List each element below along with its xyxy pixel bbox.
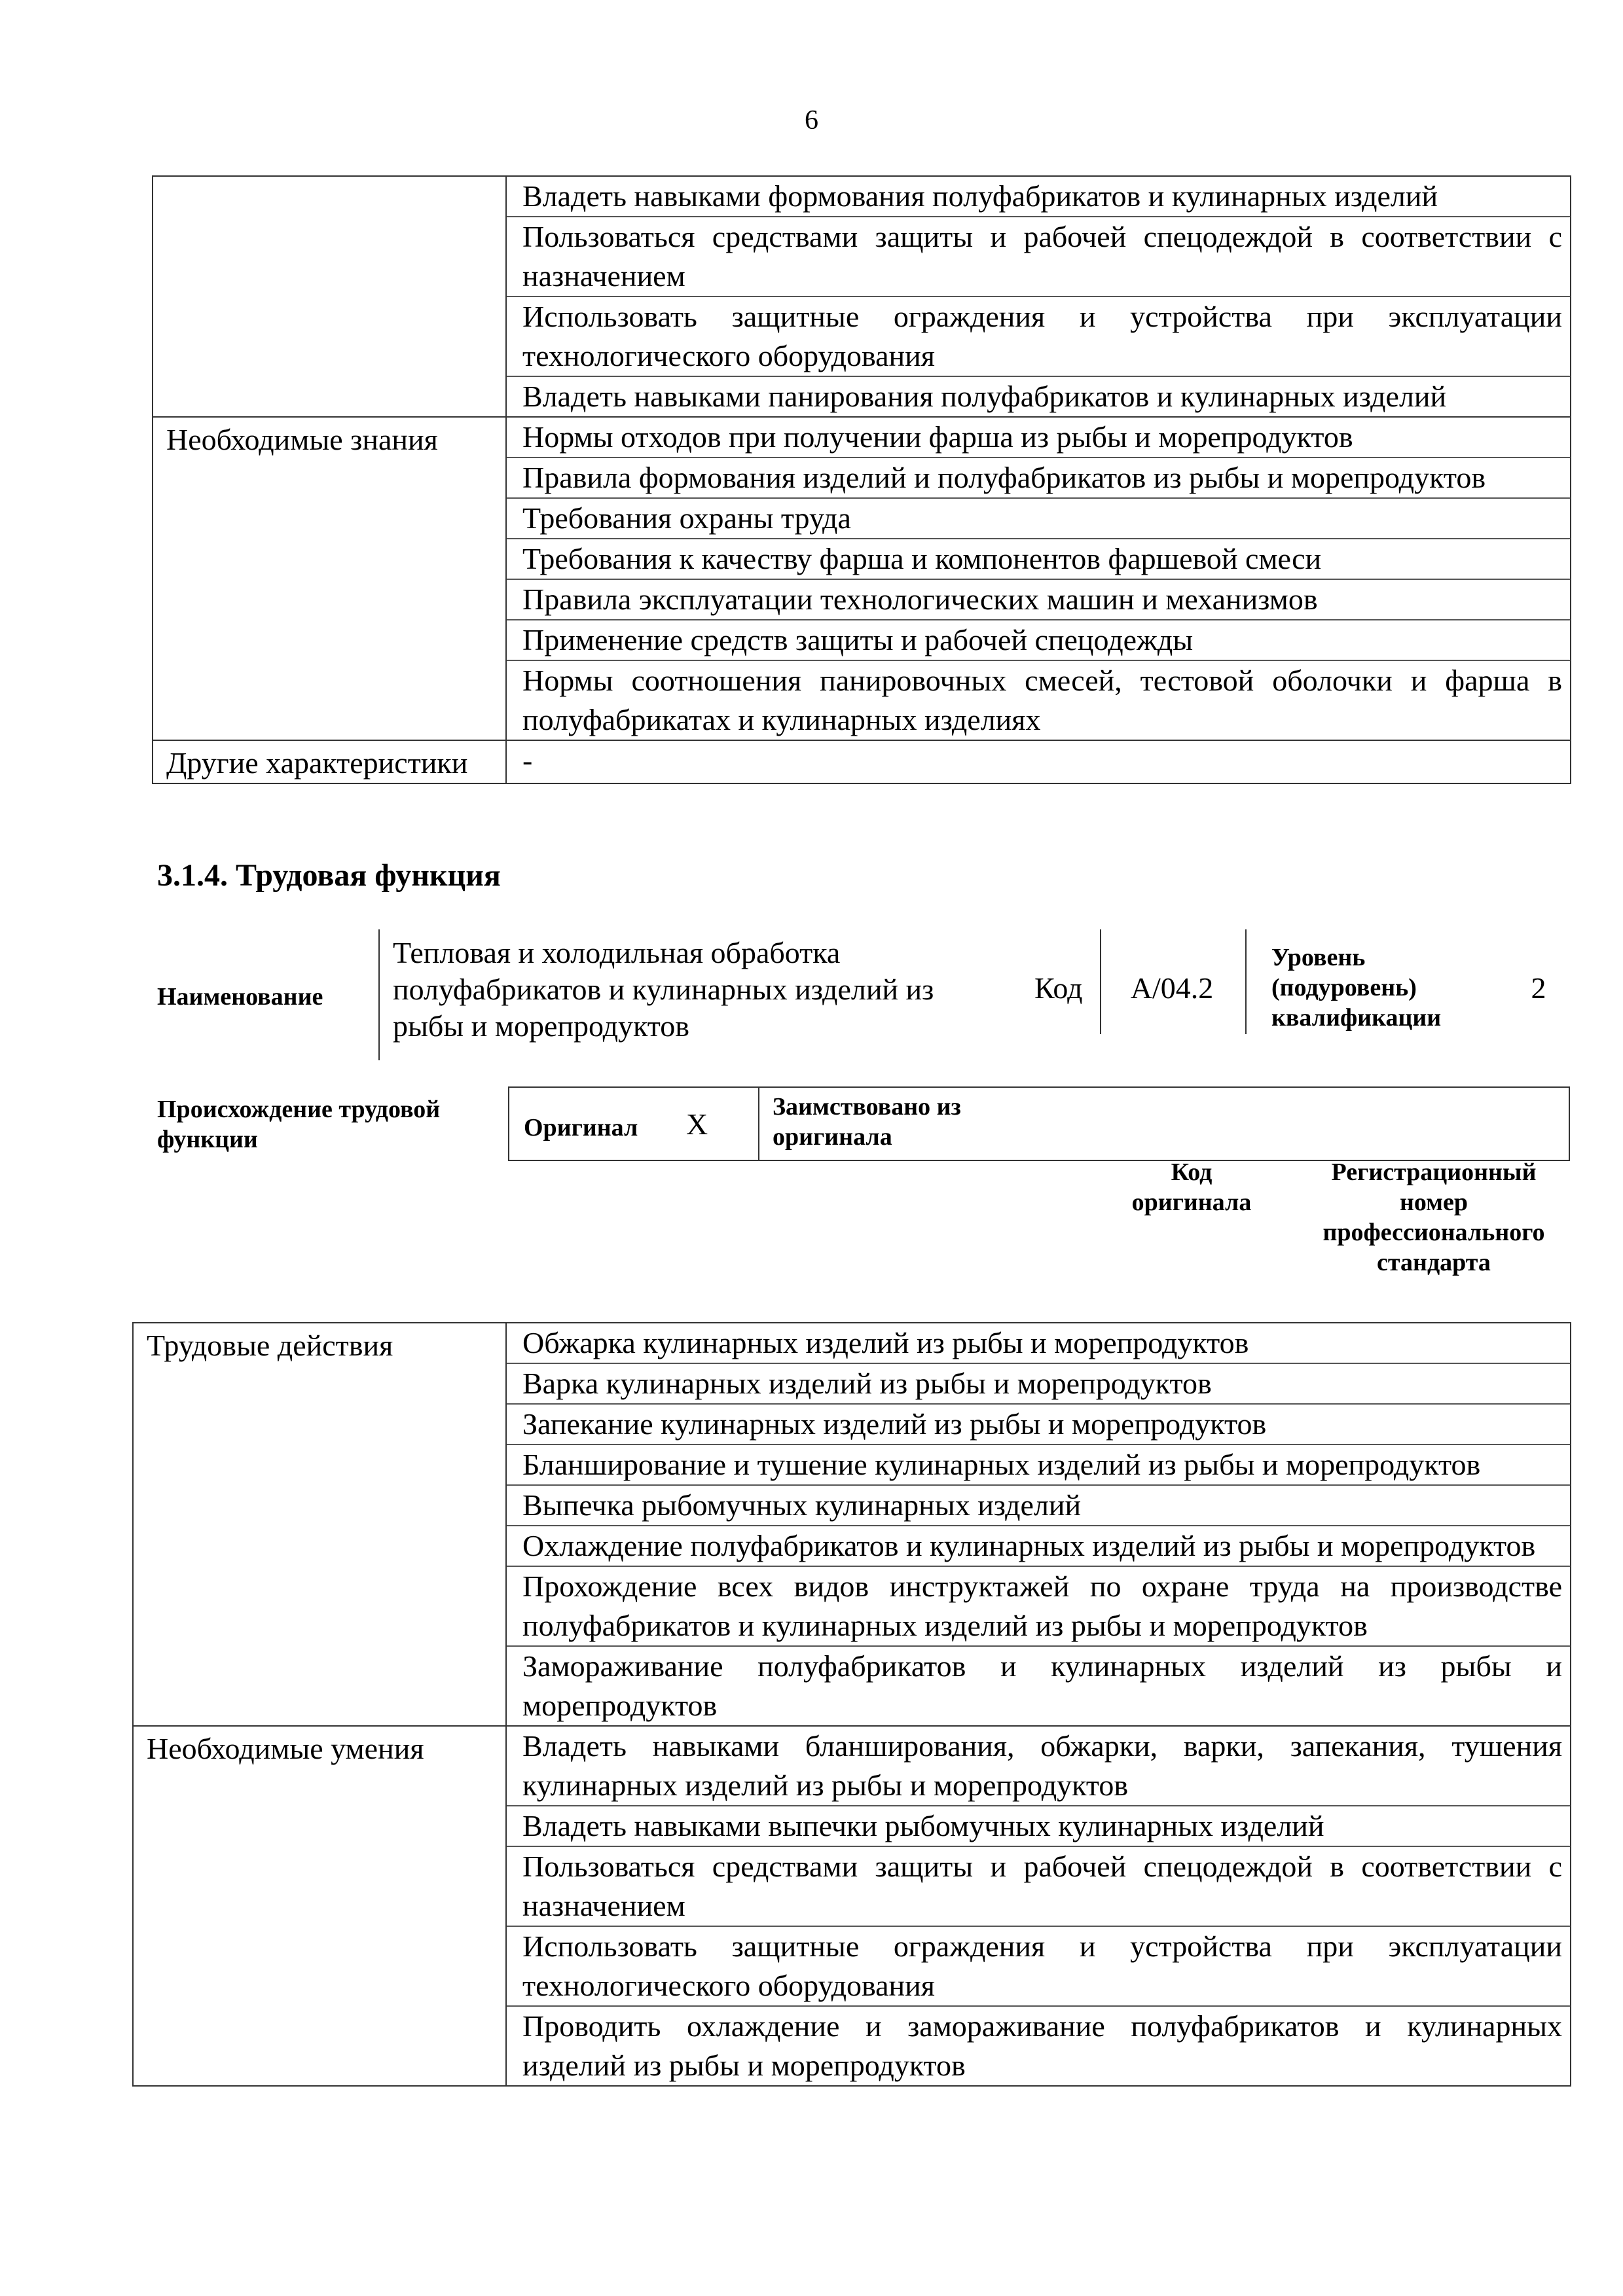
list-item: Владеть навыками панирования полуфабрикатов и кулинарных изделий (522, 380, 1447, 413)
page-number: 6 (805, 105, 818, 135)
labor-actions-table (132, 1322, 1571, 2087)
code-label: Код (1034, 971, 1083, 1005)
level-value: 2 (1531, 971, 1546, 1005)
list-item: Охлаждение полуфабрикатов и кулинарных изделий из рыбы и морепродуктов (507, 1526, 1570, 1567)
orig-code-caption: Код оригинала (1131, 1158, 1252, 1216)
list-item: Требования охраны труда (507, 499, 1570, 539)
name-label: Наименование (157, 983, 323, 1011)
borrowed-label: Заимствовано из оригинала (773, 1093, 961, 1151)
list-item: Нормы отходов при получении фарша из рыбы и морепродуктов (507, 418, 1570, 458)
list-item: Пользоваться средствами защиты и рабочей спецодеждой в соответствии с назначением (507, 1847, 1570, 1927)
original-label: Оригинал (524, 1114, 638, 1141)
list-item: Применение средств защиты и рабочей спецодежды (507, 620, 1570, 661)
row-label (153, 176, 506, 417)
list-item: Требования к качеству фарша и компонентов фаршевой смеси (507, 539, 1570, 580)
list-item: Правила эксплуатации технологических машин и механизмов (507, 580, 1570, 620)
level-label: Уровень (подуровень) квалификации (1271, 944, 1442, 1031)
row-label: Трудовые действия (133, 1323, 506, 1726)
table-row (133, 1726, 1571, 2086)
origin-label: Происхождение трудовой функции (157, 1096, 441, 1153)
table-row (153, 740, 1571, 783)
list-item: Пользоваться средствами защиты и рабочей спецодеждой в соответствии с назначением (507, 217, 1570, 297)
list-item: Выпечка рыбомучных кулинарных изделий (507, 1486, 1570, 1526)
original-mark: X (686, 1107, 708, 1141)
row-label: Другие характеристики (153, 740, 506, 783)
row-label: Необходимые знания (153, 417, 506, 740)
list-item: Варка кулинарных изделий из рыбы и морепродуктов (507, 1364, 1570, 1405)
list-item: Запекание кулинарных изделий из рыбы и морепродуктов (507, 1405, 1570, 1445)
list-item: Нормы соотношения панировочных смесей, тестовой оболочки и фарша в полуфабрикатах и кулинарных изделиях (522, 664, 1562, 736)
reg-number-caption: Регистрационный номер профессионального стандарта (1322, 1158, 1545, 1276)
list-item: Прохождение всех видов инструктажей по охране труда на производстве полуфабрикатов и кулинарных изделий из рыбы и морепродуктов (507, 1567, 1570, 1647)
list-item: Обжарка кулинарных изделий из рыбы и морепродуктов (507, 1323, 1570, 1364)
function-name: Тепловая и холодильная обработка полуфабрикатов и кулинарных изделий из рыбы и морепродуктов (393, 936, 934, 1043)
table-row (153, 417, 1571, 740)
list-item: Владеть навыками бланширования, обжарки, варки, запекания, тушения кулинарных изделий из рыбы и морепродуктов (507, 1727, 1570, 1806)
table-row (153, 176, 1571, 417)
list-item: Владеть навыками формования полуфабрикатов и кулинарных изделий (507, 177, 1570, 217)
list-item: Владеть навыками выпечки рыбомучных кулинарных изделий (507, 1806, 1570, 1847)
list-item: Бланширование и тушение кулинарных изделий из рыбы и морепродуктов (507, 1445, 1570, 1486)
list-item: Замораживание полуфабрикатов и кулинарных изделий из рыбы и морепродуктов (522, 1649, 1562, 1722)
section-title: 3.1.4. Трудовая функция (157, 858, 501, 893)
list-item: Проводить охлаждение и замораживание полуфабрикатов и кулинарных изделий из рыбы и морепродуктов (522, 2009, 1562, 2082)
list-item: Использовать защитные ограждения и устройства при эксплуатации технологического оборудования (507, 1927, 1570, 2007)
skills-knowledge-table (152, 175, 1571, 784)
list-item: Правила формования изделий и полуфабрикатов из рыбы и морепродуктов (507, 458, 1570, 499)
table-row (133, 1323, 1571, 1726)
row-label: Необходимые умения (133, 1726, 506, 2086)
list-item: Использовать защитные ограждения и устройства при эксплуатации технологического оборудования (507, 297, 1570, 377)
code-value: A/04.2 (1130, 971, 1214, 1005)
list-item: - (522, 744, 533, 777)
